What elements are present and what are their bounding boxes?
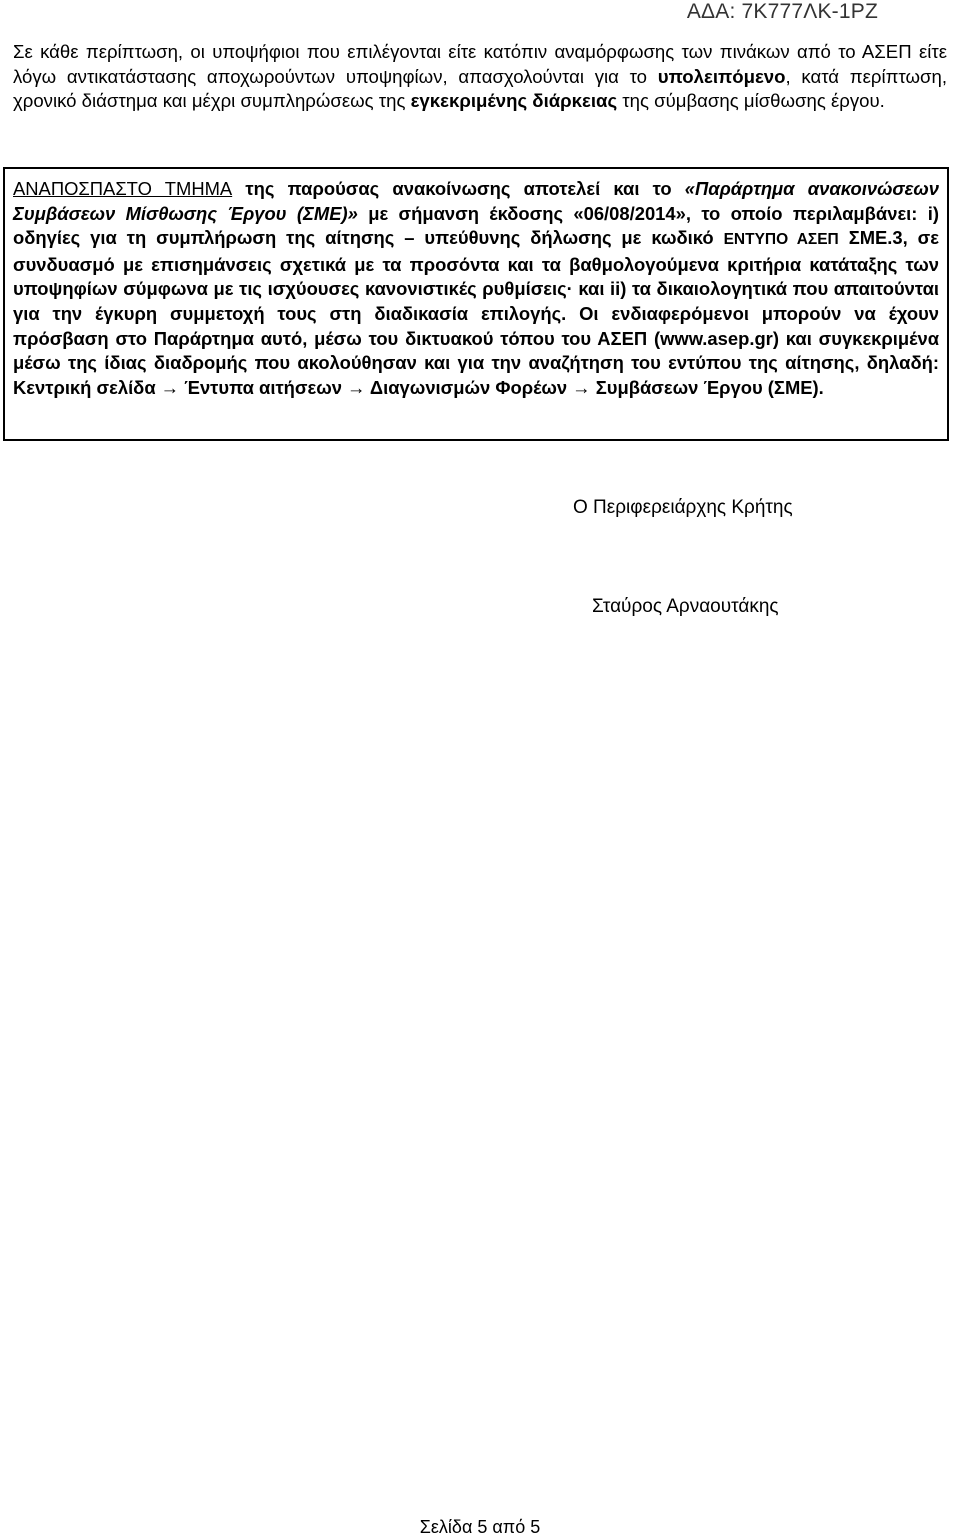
arrow-icon: → bbox=[572, 376, 591, 398]
box-text-3: ΣΜΕ.3, σε συνδυασμό με επισημάνσεις σχετικά με τα προσόντα και τα βαθμολογούμενα κριτήρια κατάταξης των υποψηφίων σύμφωνα με τις ισχύουσες κανονιστικές ρυθμίσεις· και ii) τα δικαιολογητικά που απαιτούνται για την έγκυρη συμμετοχή τους στη διαδικασία επιλογής. Οι ενδιαφερόμενοι μπορούν να έχουν πρόσβαση στο Παράρτημα αυτό, μέσω του δικτυακού τόπου του ΑΣΕΠ (www.asep.gr) και συγκεκριμένα μέσω της ίδιας διαδρομής που ακολούθησαν και για την αναζήτηση του εντύπου της αίτησης, δηλαδή: Κεντρική σελίδα bbox=[13, 227, 939, 398]
form-code: ΕΝΤΥΠΟ ΑΣΕΠ bbox=[723, 231, 839, 249]
para1-text-2: , κατά περίπτωση, χρονικό διάστημα και μέχρι συμπληρώσεως της bbox=[13, 65, 947, 112]
path-competitions: Διαγωνισμών Φορέων bbox=[365, 376, 573, 398]
path-forms: Έντυπα αιτήσεων bbox=[179, 376, 348, 398]
para1-text-1: Σε κάθε περίπτωση, οι υποψήφιοι που επιλέγονται είτε κατόπιν αναμόρφωσης των πινάκων από το ΑΣΕΠ είτε λόγω αντικατάστασης αποχωρούντων υποψηφίων, απασχολούνται για το bbox=[13, 41, 947, 87]
path-contracts: Συμβάσεων Έργου (ΣΜΕ). bbox=[590, 376, 824, 398]
box-text-1: της παρούσας ανακοίνωσης αποτελεί και το bbox=[232, 178, 685, 199]
annex-title: «Παράρτημα ανακοινώσεων Συμβάσεων Μίσθωσης Έργου (ΣΜΕ)» bbox=[13, 178, 939, 224]
paragraph-replacement-candidates bbox=[13, 40, 947, 114]
signatory-name: Σταύρος Αρναουτάκης bbox=[592, 596, 779, 617]
arrow-icon: → bbox=[347, 376, 366, 398]
signatory-title: Ο Περιφερειάρχης Κρήτης bbox=[573, 497, 793, 518]
para1-text-3: της σύμβασης μίσθωσης έργου. bbox=[617, 90, 885, 112]
page-number bbox=[0, 1517, 960, 1538]
para1-bold-remaining: υπολειπόμενο bbox=[657, 65, 786, 87]
document-ada-code: ΑΔΑ: 7Κ777ΛΚ-1ΡΖ bbox=[686, 0, 878, 23]
detachable-heading: ΑΝΑΠΟΣΠΑΣΤΟ ΤΜΗΜΑ bbox=[13, 178, 233, 199]
arrow-icon: → bbox=[160, 376, 180, 398]
para1-bold-duration: εγκεκριμένης διάρκειας bbox=[410, 90, 618, 112]
detachable-section-text bbox=[13, 177, 939, 400]
page-number-text: Σελίδα 5 από 5 bbox=[419, 1517, 541, 1537]
detachable-section-box bbox=[3, 167, 949, 441]
box-text-2: με σήμανση έκδοσης «06/08/2014», το οποίο περιλαμβάνει: i) οδηγίες για τη συμπλήρωση της αίτησης – υπεύθυνης δήλωσης με κωδικό bbox=[13, 202, 939, 249]
